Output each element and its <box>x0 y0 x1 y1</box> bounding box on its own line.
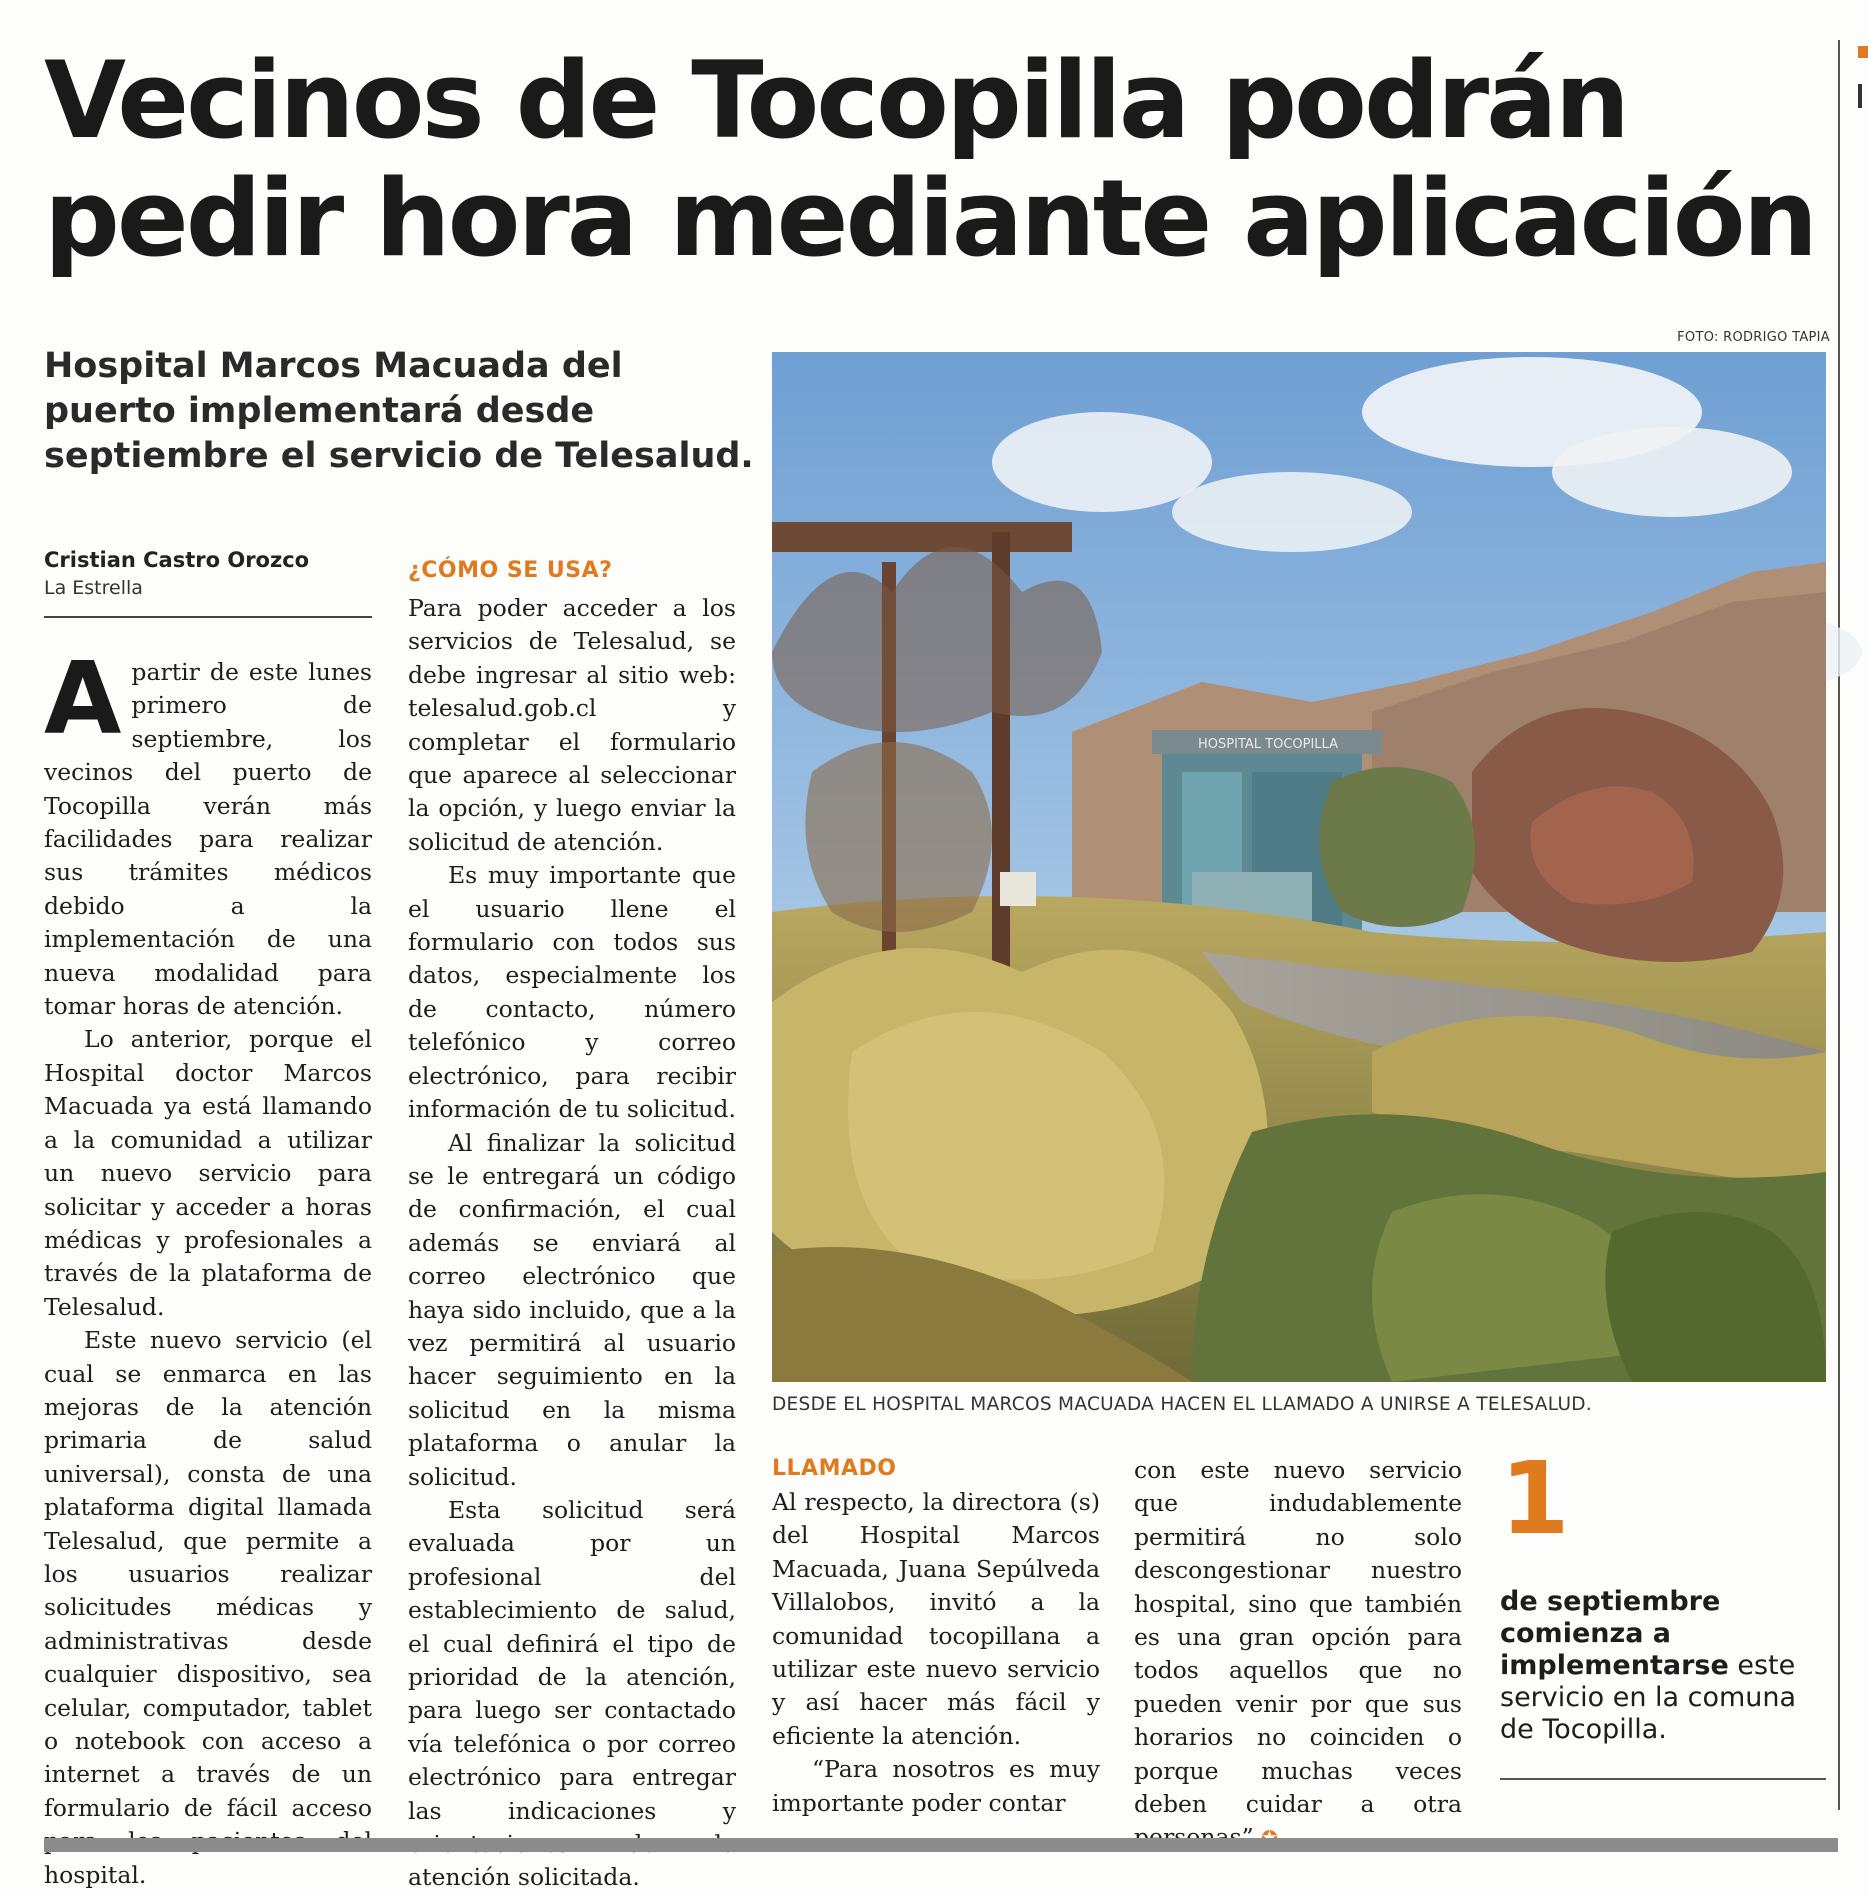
subhead-line-2: puerto implementará desde <box>44 391 595 431</box>
photo-caption: DESDE EL HOSPITAL MARCOS MACUADA HACEN EL LLAMADO A UNIRSE A TELESALUD. <box>772 1394 1593 1415</box>
fact-rest-text: este servicio en la comuna de Tocopilla. <box>1500 1650 1797 1745</box>
subheadline <box>44 344 754 479</box>
headline-line-1: Vecinos de Tocopilla podrán <box>44 39 1628 162</box>
paragraph-1 <box>44 640 372 1023</box>
paragraph-2: Lo anterior, porque el Hospital doctor Marcos Macuada ya está llamando a la comunidad a utilizar un nuevo servicio para solicitar y acceder a horas médicas y profesionales a través de la plataforma de Telesalud. <box>44 1025 372 1321</box>
section-heading-como-se-usa: ¿CÓMO SE USA? <box>408 558 613 583</box>
fact-divider <box>1500 1778 1826 1780</box>
article-column-1 <box>44 640 372 1889</box>
drop-cap: A <box>44 640 122 757</box>
article-column-3 <box>772 1486 1100 1826</box>
byline-outlet: La Estrella <box>44 577 143 599</box>
subhead-line-3: septiembre el servicio de Telesalud. <box>44 436 754 476</box>
headline-line-2: pedir hora mediante aplicación <box>44 157 1816 280</box>
paragraph-9: “Para nosotros es muy importante poder contar <box>772 1755 1100 1817</box>
paragraph-7: Esta solicitud será evaluada por un profesional del establecimiento de salud, el cual definirá el tipo de prioridad de la atención, para luego ser contactado vía telefónica o por correo electrónico para entregar las indicaciones y atención solicitada. <box>408 1495 736 1892</box>
photo-credit: FOTO: RODRIGO TAPIA <box>1677 330 1830 345</box>
hospital-sign: HOSPITAL TOCOPILLA <box>1198 737 1338 752</box>
section-heading-llamado: LLAMADO <box>772 1456 897 1481</box>
hospital-photo <box>772 352 1826 1382</box>
fact-bold-text: de septiembre comienza a implementarse <box>1500 1586 1729 1681</box>
subhead-line-1: Hospital Marcos Macuada del <box>44 346 623 386</box>
page-edge-rule <box>1838 40 1840 1810</box>
paragraph-10-text: con este nuevo servicio que indudablemente permitirá no solo descongestionar nuestro hospital, sino que también es una gran opción para todos aquellos que no pueden venir por que sus horarios no coinciden o porque muchas veces deben cuidar a otra <box>1134 1456 1462 1819</box>
paragraph-8: Al respecto, la directora (s) del Hospital Marcos Macuada, Juana Sepúlveda Villalobos, invitó a la comunidad tocopillana a utilizar este nuevo servicio y así hacer más fácil y eficiente la atención. <box>772 1488 1100 1750</box>
fact-number: 1 <box>1500 1440 1570 1557</box>
adjacent-page-accent <box>1858 46 1868 58</box>
paragraph-4: Para poder acceder a los servicios de Telesalud, se debe ingresar al sitio web: telesalud.gob.cl y completar el formulario que aparece al seleccionar la opción, y luego enviar la solicitud de atención. <box>408 594 736 856</box>
byline-author: Cristian Castro Orozco <box>44 548 310 572</box>
article-column-2 <box>408 592 736 1892</box>
page-bottom-band <box>44 1838 1838 1852</box>
paragraph-3: Este nuevo servicio (el cual se enmarca en las mejoras de la atención primaria de salud universal), consta de una plataforma digital llamada Telesalud, que permite a los usuarios realizar solicitudes médicas y administrativas desde cualquier dispositivo, sea celular, computador, tablet o notebook con acceso a internet a través de un formulario de fácil acceso hospital. <box>44 1326 372 1889</box>
adjacent-page-mark <box>1858 84 1862 108</box>
fact-text <box>1500 1586 1830 1746</box>
headline <box>44 39 1834 280</box>
paragraph-5: Es muy importante que el usuario llene el formulario con todos sus datos, especialmente los de contacto, número telefónico y correo electrónico, para recibir información de tu solicitud. <box>408 861 736 1124</box>
byline-divider <box>44 616 372 618</box>
paragraph-10 <box>1134 1454 1462 1856</box>
article-column-4 <box>1134 1454 1462 1826</box>
paragraph-1-text: partir de este lunes primero de septiembre, los vecinos del puerto de Tocopilla verán más facilidades para realizar sus trámites médicos debido a la implementación de una nueva modalidad para tomar horas de atención. <box>44 658 372 1021</box>
paragraph-6: Al finalizar la solicitud se le entregará un código de confirmación, el cual además se enviará al correo electrónico que haya sido incluido, que a la vez permitirá al usuario hacer seguimiento en la solicitud en la misma plataforma o anular la solicitud. <box>408 1128 736 1491</box>
